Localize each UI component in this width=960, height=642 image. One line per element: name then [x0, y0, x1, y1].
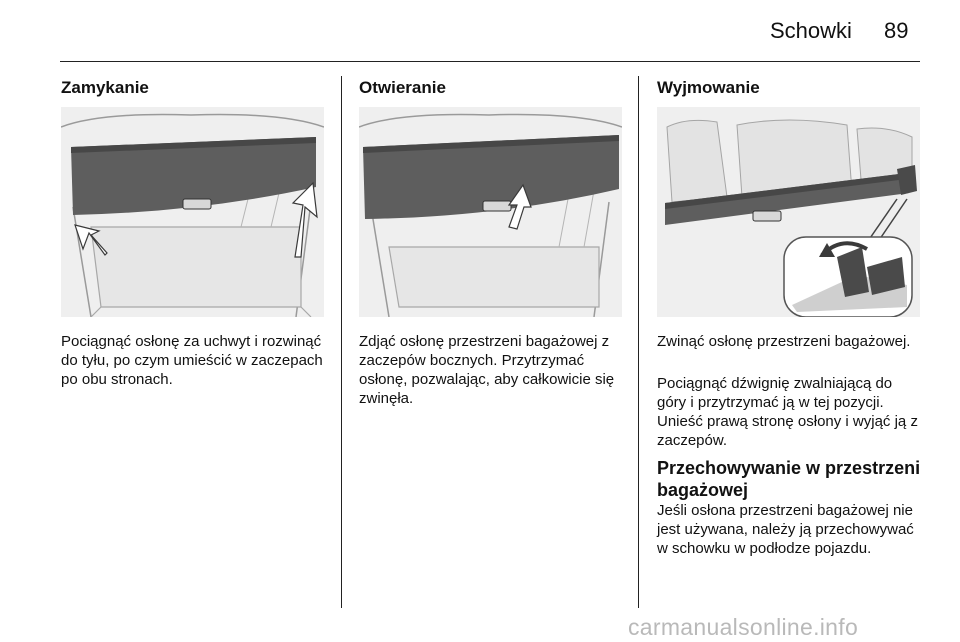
trunk-cover-closing-image [61, 107, 324, 317]
paragraph-removal-2: Pociągnąć dźwignię zwalniającą do góry i przytrzymać ją w tej pozycji. Unieść prawą stronę osłony i wyjąć ją z zaczepów. [657, 375, 918, 449]
heading-removal: Wyjmowanie [657, 78, 760, 97]
heading-closing: Zamykanie [61, 78, 149, 97]
heading-opening: Otwieranie [359, 78, 446, 97]
header-divider [60, 61, 920, 62]
paragraph-removal-1: Zwinąć osłonę przestrzeni bagażowej. [657, 333, 911, 350]
paragraph-opening: Zdjąć osłonę przestrzeni bagażowej z zaczepów bocznych. Przytrzymać osłonę, pozwalając, aby całkowicie się zwinęła. [359, 333, 615, 407]
column-divider-1 [341, 76, 342, 608]
illustration-closing [61, 107, 324, 317]
illustration-removal [657, 107, 920, 317]
trunk-cover-opening-image [359, 107, 622, 317]
page-number: 89 [884, 18, 909, 43]
subheading-storage: Przechowywanie w przestrzeni bagażowej [657, 458, 921, 500]
illustration-opening [359, 107, 622, 317]
trunk-cover-removal-image [657, 107, 920, 317]
watermark: carmanualsonline.info [628, 614, 859, 640]
column-divider-2 [638, 76, 639, 608]
paragraph-storage: Jeśli osłona przestrzeni bagażowej nie jest używana, należy ją przechowywać w schowku w podłodze pojazdu. [657, 502, 914, 557]
paragraph-closing: Pociągnąć osłonę za uchwyt i rozwinąć do tyłu, po czym umieścić w zaczepach po obu stronach. [61, 333, 323, 388]
section-title: Schowki [770, 18, 852, 43]
